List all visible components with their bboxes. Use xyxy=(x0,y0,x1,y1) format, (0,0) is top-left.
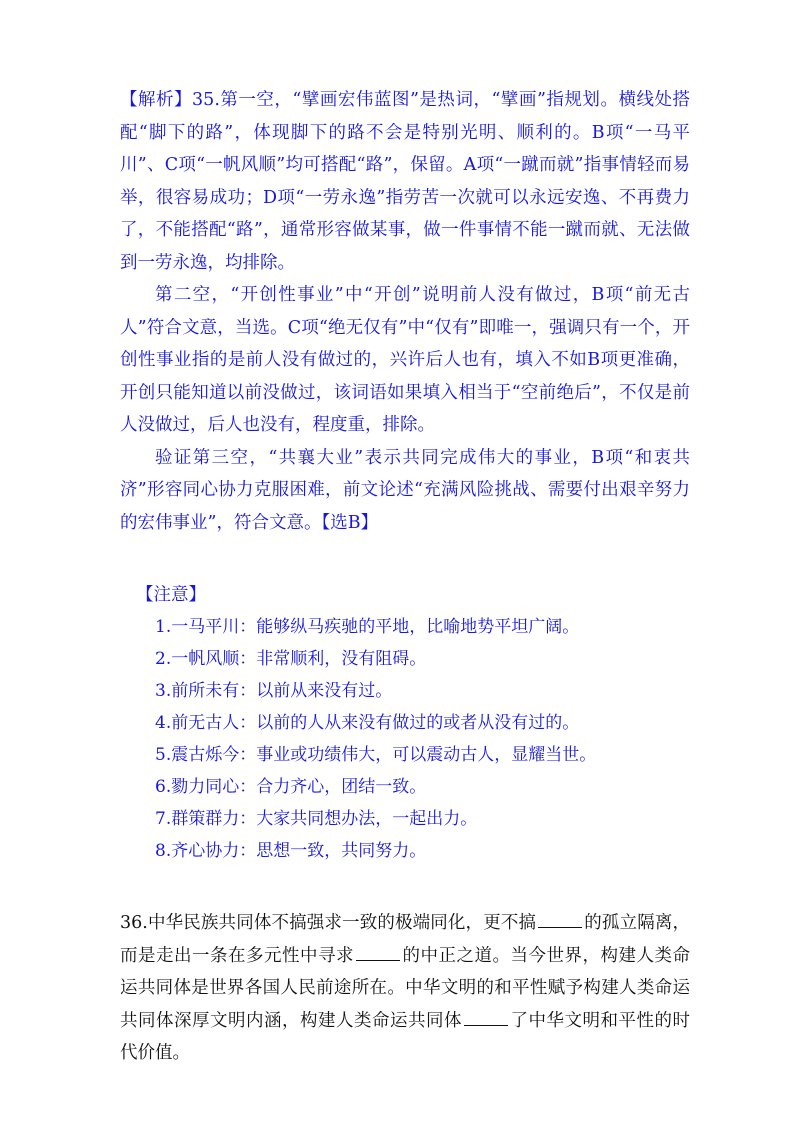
fill-blank-2 xyxy=(356,959,400,961)
fill-blank-3 xyxy=(464,1024,508,1026)
spacer xyxy=(120,867,690,907)
question-segment: 的孤立隔离，而是走出一条在多元性中寻求 xyxy=(120,913,691,966)
notes-title: 【注意】 xyxy=(136,585,206,605)
notes-section xyxy=(120,579,690,867)
question-text xyxy=(120,907,690,1070)
note-item: 5.震古烁今：事业或功绩伟大，可以震动古人，显耀当世。 xyxy=(155,745,597,765)
fill-blank-1 xyxy=(538,926,582,928)
note-item: 3.前所未有：以前从来没有过。 xyxy=(155,681,393,701)
analysis-paragraph-2: 第二空，“开创性事业”中“开创”说明前人没有做过，B项“前无古人”符合文意，当选。C项“绝无仅有”中“仅有”即唯一，强调只有一个，开创性事业指的是前人没有做过的，兴许后人也有，填入不如B项更准确，开创只能知道以前没做过，该词语如果填入相当于“空前绝后”，不仅是前人没做过，后人也没有，程度重，排除。 xyxy=(120,285,690,435)
document-page xyxy=(120,84,690,1070)
note-item: 7.群策群力：大家共同想办法，一起出力。 xyxy=(155,809,478,829)
question-segment: 的中正之道。当今世界，构建人类命运共同体是世界各国人民前途所在。中华文明的和平性赋予构建人类命运共同体深厚文明内涵，构建人类命运共同体 xyxy=(120,945,690,1031)
note-item: 2.一帆风顺：非常顺利，没有阻碍。 xyxy=(155,649,427,669)
note-item: 8.齐心协力：思想一致，共同努力。 xyxy=(155,841,427,861)
question-segment: 了中华文明和平性的时代价值。 xyxy=(120,1010,690,1063)
note-item: 6.勠力同心：合力齐心，团结一致。 xyxy=(155,777,427,797)
spacer xyxy=(120,539,690,579)
question-segment: 36.中华民族共同体不搞强求一致的极端同化，更不搞 xyxy=(120,913,537,933)
note-item: 1.一马平川：能够纵马疾驰的平地，比喻地势平坦广阔。 xyxy=(155,617,580,637)
analysis-paragraph-1: 【解析】35.第一空，“擘画宏伟蓝图”是热词，“擘画”指规划。横线处搭配“脚下的路”，体现脚下的路不会是特别光明、顺利的。B项“一马平川”、C项“一帆风顺”均可搭配“路”，保留。A项“一蹴而就”指事情轻而易举，很容易成功；D项“一劳永逸”指劳苦一次就可以永远安逸、不再费力了，不能搭配“路”，通常形容做某事，做一件事情不能一蹴而就、无法做到一劳永逸，均排除。 xyxy=(120,90,690,273)
question-36 xyxy=(120,907,690,1070)
notes-list xyxy=(120,611,690,867)
analysis-paragraph-3: 验证第三空，“共襄大业”表示共同完成伟大的事业，B项“和衷共济”形容同心协力克服困难，前文论述“充满风险挑战、需要付出艰辛努力的宏伟事业”，符合文意。【选B】 xyxy=(120,447,690,533)
analysis-section xyxy=(120,84,690,539)
note-item: 4.前无古人：以前的人从来没有做过的或者从没有过的。 xyxy=(155,713,580,733)
